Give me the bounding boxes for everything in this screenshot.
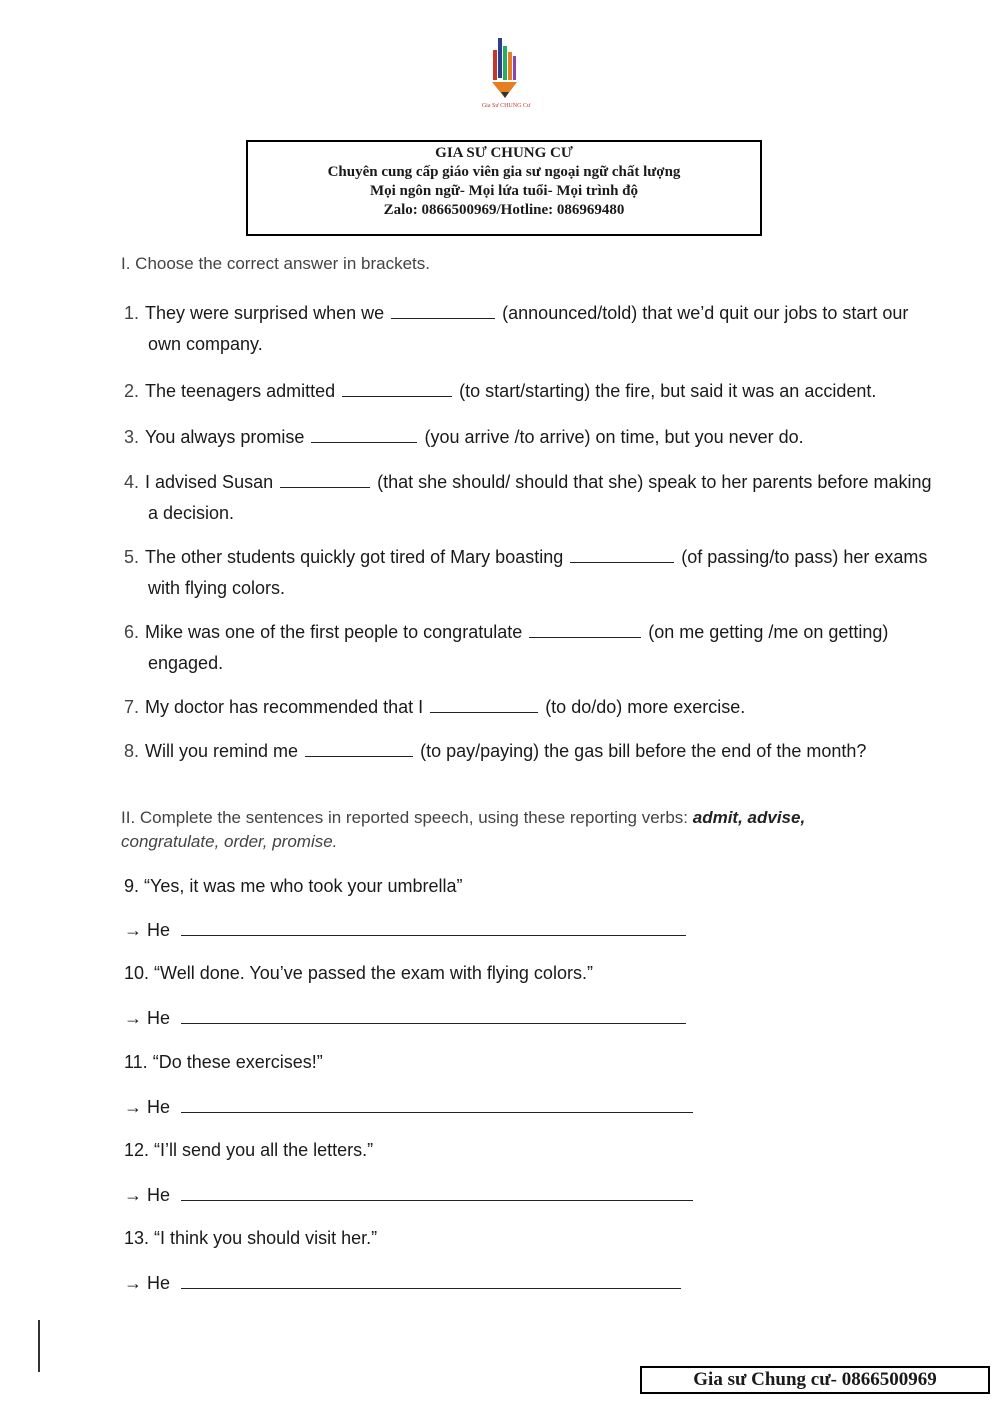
question-7 <box>124 692 964 723</box>
answer-prefix: He <box>147 1008 171 1028</box>
question-options: (on me getting /me on getting) <box>648 622 889 642</box>
section2-verbs-continued: congratulate, order, promise. <box>121 832 338 851</box>
question-3 <box>124 422 964 453</box>
question-text: I advised Susan <box>145 472 274 492</box>
question-options: (announced/told) that we’d quit our jobs to start our <box>502 303 909 323</box>
reported-item-10 <box>124 963 593 984</box>
arrow-icon: → <box>124 1097 142 1117</box>
answer-blank[interactable] <box>311 428 417 443</box>
answer-blank[interactable] <box>391 304 495 319</box>
item-number: 10. <box>124 963 150 983</box>
question-options: (to start/starting) the fire, but said it was an accident. <box>459 381 877 401</box>
question-text: My doctor has recommended that I <box>145 697 424 717</box>
question-number: 5. <box>124 547 140 567</box>
question-number: 4. <box>124 472 140 492</box>
answer-blank[interactable] <box>342 382 452 397</box>
answer-blank[interactable] <box>430 698 538 713</box>
item-number: 11. <box>124 1052 148 1072</box>
question-continuation: engaged. <box>148 653 224 673</box>
direct-speech: “I think you should visit her.” <box>154 1228 378 1248</box>
question-number: 2. <box>124 381 140 401</box>
reported-item-12 <box>124 1140 373 1161</box>
direct-speech: “Yes, it was me who took your umbrella” <box>144 876 463 896</box>
section2-verbs: admit, advise, <box>692 808 806 827</box>
answer-line-13 <box>124 1273 681 1294</box>
item-number: 9. <box>124 876 140 896</box>
question-4 <box>124 467 964 523</box>
question-text: The other students quickly got tired of Mary boasting <box>145 547 564 567</box>
question-text: The teenagers admitted <box>145 381 336 401</box>
question-1 <box>124 298 964 354</box>
answer-line-11 <box>124 1097 693 1118</box>
answer-field[interactable] <box>181 921 686 936</box>
arrow-icon: → <box>124 1273 142 1293</box>
answer-field[interactable] <box>181 1186 693 1201</box>
question-continuation: with flying colors. <box>148 578 286 598</box>
header-contact: Zalo: 0866500969/Hotline: 086969480 <box>383 202 625 218</box>
question-number: 7. <box>124 697 140 717</box>
question-options: (that she should/ should that she) speak to her parents before making <box>377 472 932 492</box>
section1-title: I. Choose the correct answer in brackets. <box>121 254 430 273</box>
question-options: (of passing/to pass) her exams <box>681 547 928 567</box>
item-number: 13. <box>124 1228 150 1248</box>
direct-speech: “I’ll send you all the letters.” <box>154 1140 374 1160</box>
question-options: (to pay/paying) the gas bill before the end of the month? <box>420 741 867 761</box>
footer-box <box>640 1366 990 1394</box>
question-text: Mike was one of the first people to congratulate <box>145 622 523 642</box>
question-number: 3. <box>124 427 140 447</box>
answer-blank[interactable] <box>570 548 674 563</box>
answer-prefix: He <box>147 1185 171 1205</box>
reported-item-11 <box>124 1052 323 1073</box>
margin-mark <box>38 1320 40 1372</box>
direct-speech: “Well done. You’ve passed the exam with flying colors.” <box>154 963 593 983</box>
question-text: Will you remind me <box>145 741 299 761</box>
arrow-icon: → <box>124 1008 142 1028</box>
answer-blank[interactable] <box>305 742 413 757</box>
answer-prefix: He <box>147 1273 171 1293</box>
header-title: GIA SƯ CHUNG CƯ <box>435 145 573 161</box>
question-number: 6. <box>124 622 140 642</box>
header-tagline: Chuyên cung cấp giáo viên gia sư ngoại ngữ chất lượng <box>327 164 681 180</box>
answer-line-12 <box>124 1185 693 1206</box>
question-5 <box>124 542 964 598</box>
answer-blank[interactable] <box>529 623 641 638</box>
question-number: 1. <box>124 303 140 323</box>
reported-item-9 <box>124 876 463 897</box>
reported-item-13 <box>124 1228 377 1249</box>
answer-field[interactable] <box>181 1098 693 1113</box>
question-number: 8. <box>124 741 140 761</box>
question-continuation: own company. <box>148 334 263 354</box>
question-continuation: a decision. <box>148 503 235 523</box>
section2-title <box>121 806 921 854</box>
question-text: They were surprised when we <box>145 303 385 323</box>
header-box <box>246 140 762 236</box>
question-6 <box>124 617 964 673</box>
question-2 <box>124 376 964 407</box>
question-8 <box>124 736 964 767</box>
answer-blank[interactable] <box>280 473 370 488</box>
section2-instruction: II. Complete the sentences in reported speech, using these reporting verbs: <box>121 808 688 827</box>
question-text: You always promise <box>145 427 305 447</box>
logo-caption: Gia Sư CHUNG Cư <box>481 103 531 109</box>
answer-field[interactable] <box>181 1009 686 1024</box>
question-options: (you arrive /to arrive) on time, but you never do. <box>424 427 804 447</box>
answer-prefix: He <box>147 920 171 940</box>
answer-field[interactable] <box>181 1274 681 1289</box>
header-subtitle: Mọi ngôn ngữ- Mọi lứa tuổi- Mọi trình độ <box>369 183 638 199</box>
answer-line-9 <box>124 920 686 941</box>
direct-speech: “Do these exercises!” <box>152 1052 323 1072</box>
question-options: (to do/do) more exercise. <box>545 697 746 717</box>
answer-prefix: He <box>147 1097 171 1117</box>
arrow-icon: → <box>124 920 142 940</box>
item-number: 12. <box>124 1140 150 1160</box>
arrow-icon: → <box>124 1185 142 1205</box>
footer-text: Gia sư Chung cư- 0866500969 <box>693 1369 937 1390</box>
answer-line-10 <box>124 1008 686 1029</box>
